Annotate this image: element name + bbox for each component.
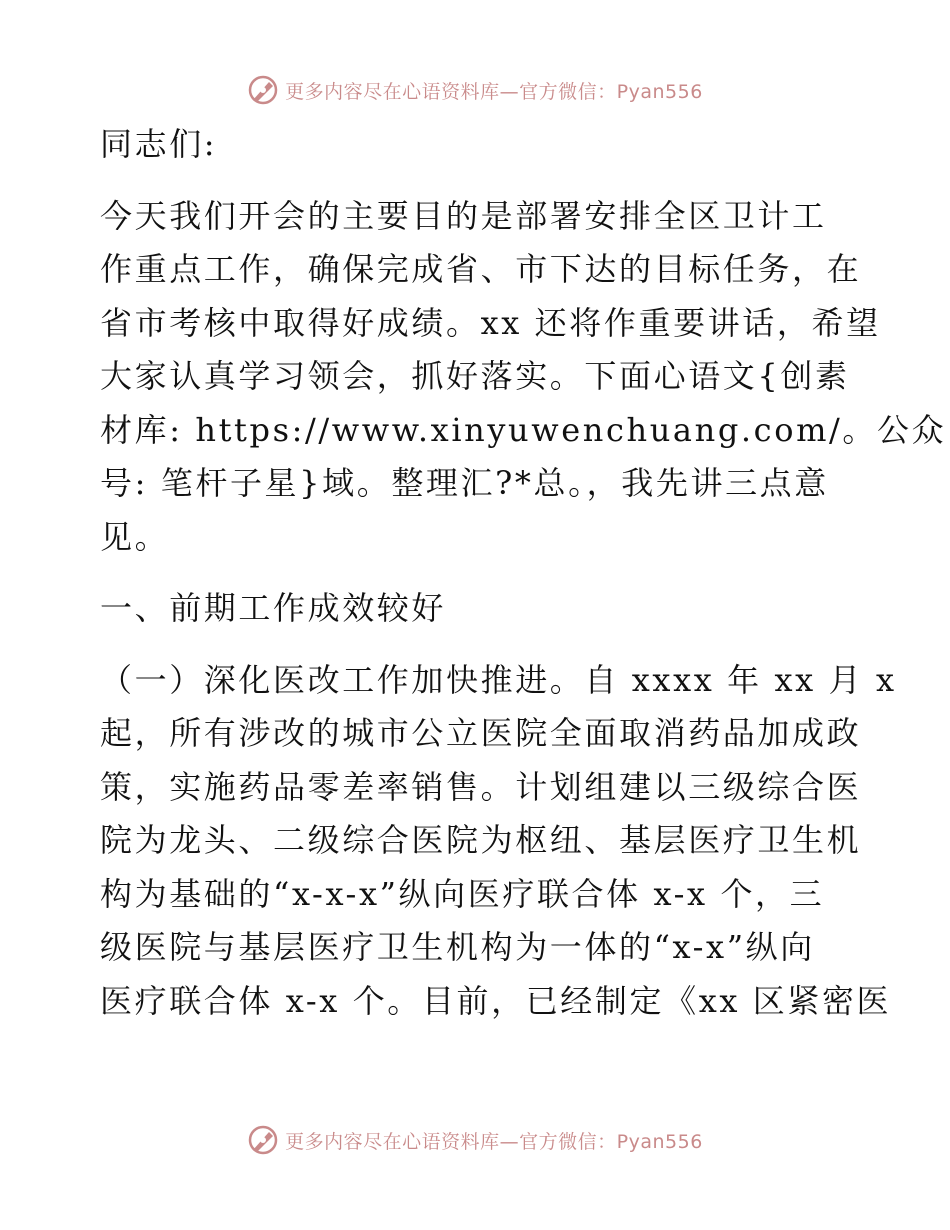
text-line: 号: 笔杆子星}域。整理汇?*总。，我先讲三点意: [100, 464, 829, 502]
paragraph-intro: [100, 190, 947, 565]
text-line: （一）深化医改工作加快推进。自 xxxx 年 xx 月 x: [100, 660, 897, 699]
text-line: 省市考核中取得好成绩。xx 还将作重要讲话，希望: [100, 303, 881, 342]
header-watermark: [0, 70, 950, 110]
text-line: 材库: https://www.xinyuwenchuang.com/。公众: [100, 410, 947, 449]
text-line: 起，所有涉改的城市公立医院全面取消药品加成政: [100, 714, 862, 752]
footer-watermark: [0, 1120, 950, 1160]
watermark-text: 更多内容尽在心语资料库—官方微信：Pyan556: [285, 80, 703, 103]
section-heading: 一、前期工作成效较好: [100, 589, 447, 627]
text-line: 作重点工作，确保完成省、市下达的目标任务，在: [100, 250, 862, 288]
text-line: 见。: [100, 517, 170, 556]
text-line: 大家认真学习领会，抓好落实。下面心语文{创素: [100, 357, 850, 395]
pen-logo-icon: [247, 74, 279, 106]
text-line: 策，实施药品零差率销售。计划组建以三级综合医: [100, 767, 862, 806]
salutation: 同志们:: [100, 125, 218, 163]
text-line: 今天我们开会的主要目的是部署安排全区卫计工: [100, 196, 827, 235]
text-line: 医疗联合体 x-x 个。目前，已经制定《xx 区紧密医: [100, 981, 892, 1020]
watermark-text: 更多内容尽在心语资料库—官方微信：Pyan556: [285, 1130, 703, 1153]
document-body: [100, 118, 947, 1028]
text-line: 构为基础的“x-x-x”纵向医疗联合体 x-x 个，三: [100, 874, 825, 913]
pen-logo-icon: [247, 1124, 279, 1156]
text-line: 院为龙头、二级综合医院为枢纽、基层医疗卫生机: [100, 821, 862, 859]
paragraph-section-1: [100, 654, 897, 1029]
text-line: 级医院与基层医疗卫生机构为一体的“x-x”纵向: [100, 928, 815, 966]
